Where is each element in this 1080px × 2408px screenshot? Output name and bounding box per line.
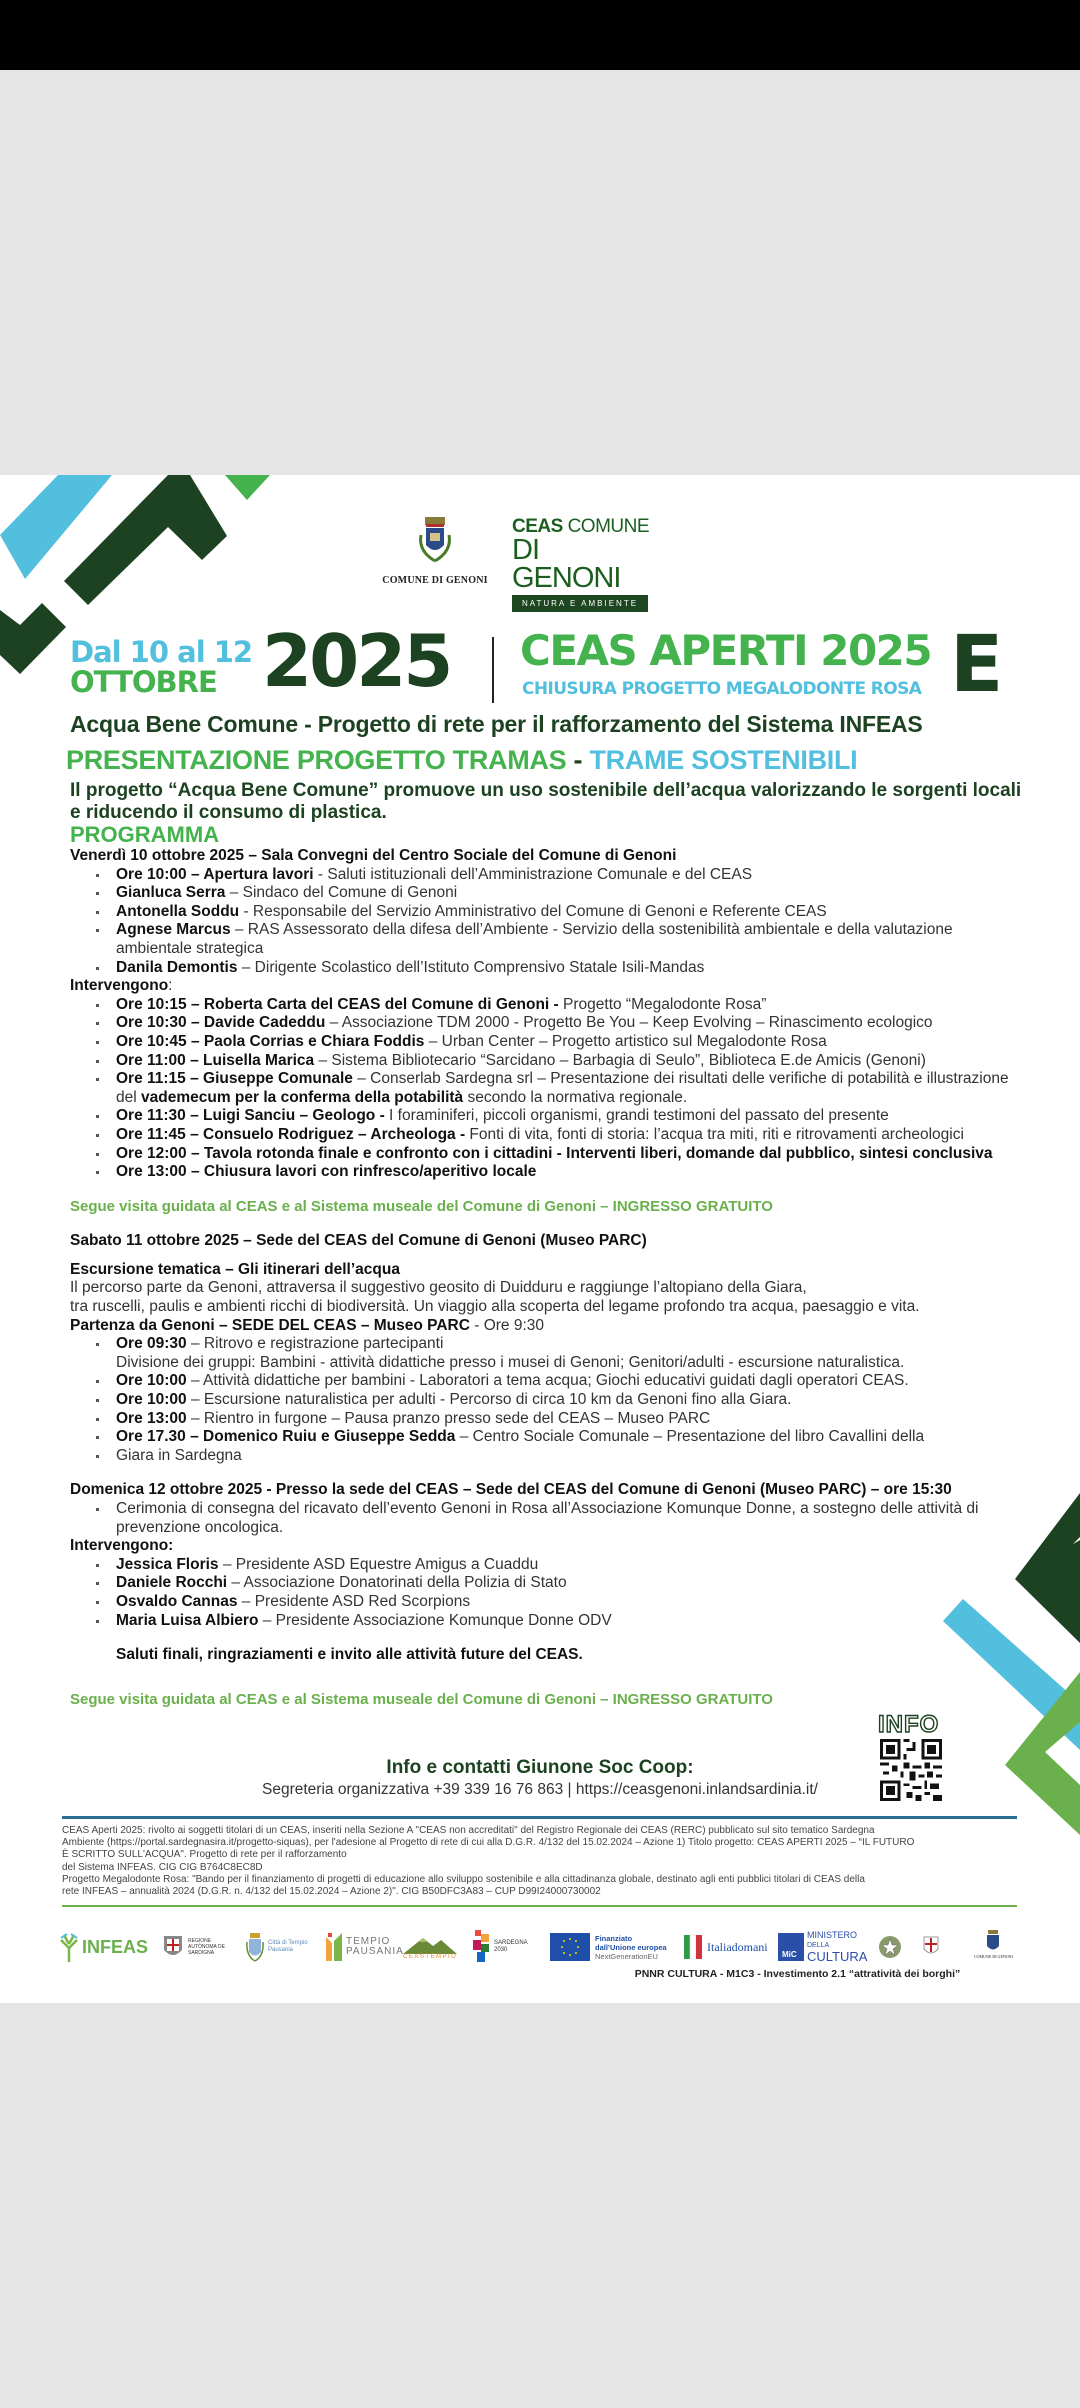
friday-guided-visit: Segue visita guidata al CEAS e al Sistema museale del Comune di Genoni – INGRESSO GRATUITO (70, 1197, 773, 1215)
item-bold: Osvaldo Cannas (116, 1592, 238, 1610)
status-bar (0, 0, 1080, 70)
list-item (116, 921, 1030, 958)
departure-line (70, 1317, 1030, 1336)
item-text: – Conserlab Sardegna srl – Presentazione dei risultati delle verifiche di potabilità e illustrazione del (116, 1070, 1009, 1106)
tempio-brand-1: TEMPIO (346, 1936, 391, 1947)
friday-interventions-label (70, 977, 1030, 996)
sardegna-map-icon (473, 1930, 491, 1964)
eu-nextgen-logo (550, 1930, 667, 1964)
excursion-line1: Il percorso parte da Genoni, attraversa il suggestivo geosito di Duidduru e raggiunge l’altopiano della Giara, (70, 1279, 807, 1297)
sponsor-logos (58, 1930, 1018, 1970)
item-bold: Ore 10:00 (116, 1391, 187, 1409)
item-text: – Dirigente Scolastico dell’Istituto Comprensivo Statale Isili-Mandas (237, 958, 705, 976)
italian-republic-emblem (878, 1930, 902, 1964)
ras-logo (162, 1930, 230, 1964)
dates-line1: Dal 10 al 12 (70, 635, 253, 669)
interventions-colon: : (168, 977, 173, 995)
item-extra: Divisione dei gruppi: Bambini - attività didattiche presso i musei di Genoni; Genitori/adulti - escursione naturalistica. (116, 1353, 905, 1371)
item-bold: Danila Demontis (116, 958, 238, 976)
item-bold: Ore 09:30 (116, 1335, 187, 1353)
list-item (116, 1556, 1030, 1575)
mic-text (807, 1931, 867, 1963)
pnnr-caption: PNNR CULTURA - M1C3 - Investimento 2.1 “attratività dei borghi” (634, 1968, 961, 1980)
item-text: - Responsabile del Servizio Amministrativo del Comune di Genoni e Referente CEAS (239, 902, 827, 920)
item-bold: Maria Luisa Albiero (116, 1611, 259, 1629)
item-text: – RAS Assessorato della difesa dell’Ambiente - Servizio della sostenibilità ambientale e della valutazione ambientale strategica (116, 921, 953, 957)
item-text: – Associazione Donatorinati della Polizia di Stato (227, 1574, 567, 1592)
ceas-logo-rest: COMUNE (562, 516, 650, 537)
item-bold: Ore 11:45 – Consuelo Rodriguez – Archeologa - (116, 1125, 466, 1143)
tempio-city-logo (246, 1930, 308, 1964)
excursion-line2: tra ruscelli, paulis e ambienti ricchi di biodiversità. Un viaggio alla scoperta del legame profondo tra acqua, paesaggio e vita. (70, 1298, 920, 1316)
friday-heading: Venerdì 10 ottobre 2025 – Sala Convegni del Centro Sociale del Comune di Genoni (70, 847, 677, 864)
item-text: – Ritrovo e registrazione partecipanti (186, 1335, 444, 1353)
infeas-logo (58, 1930, 148, 1964)
list-item (116, 1612, 1030, 1631)
item-text: - Saluti istituzionali dell’Amministrazione Comunale e del CEAS (313, 865, 753, 883)
mic-line2: DELLA (807, 1942, 830, 1949)
item-bold: Ore 12:00 – Tavola rotonda finale e confronto con i cittadini - Interventi liberi, domande dal pubblico, sintesi conclusiva (116, 1144, 993, 1162)
mic-line1: MINISTERO (807, 1930, 858, 1940)
list-item (116, 1126, 1030, 1145)
list-item (116, 1335, 1030, 1372)
event-poster (0, 475, 1080, 2003)
event-year: 2025 (262, 619, 451, 703)
item-bold: Ore 10:30 – Davide Cadeddu (116, 1014, 326, 1032)
interventions-label: Intervengono (70, 977, 169, 995)
list-item (116, 1033, 1030, 1052)
item-bold: Antonella Soddu (116, 902, 240, 920)
ceas-logo-line2: DI GENONI (512, 534, 621, 594)
list-item (116, 1107, 1030, 1126)
item-text: – Presidente Associazione Komunque Donne ODV (258, 1611, 612, 1629)
item-text: – Sindaco del Comune di Genoni (225, 884, 458, 902)
item-text: – Centro Sociale Comunale – Presentazione del libro Cavallini della (455, 1428, 925, 1446)
eu-line1: Finanziato (595, 1933, 633, 1943)
list-item (116, 1391, 1030, 1410)
coat-of-arms-icon (415, 515, 455, 569)
sardegna-2030-text: SARDEGNA 2030 (494, 1940, 528, 1953)
eu-flag-icon (550, 1933, 590, 1961)
item-bold-2: vademecum per la conferma della potabilità (141, 1088, 464, 1106)
deco-dark-chevron-left (0, 603, 66, 674)
mic-icon (778, 1933, 804, 1961)
item-bold: Ore 10:45 – Paola Corrias e Chiara Foddis (116, 1032, 425, 1050)
item-text: – Rientro in furgone – Pausa pranzo presso sede del CEAS – Museo PARC (186, 1409, 711, 1427)
departure-time: - Ore 9:30 (469, 1316, 545, 1334)
presentation-heading (66, 745, 857, 776)
list-item (116, 1410, 1030, 1429)
event-title: CEAS APERTI 2025 (520, 626, 932, 675)
info-title: Info e contatti Giunone Soc Coop: (386, 1757, 694, 1778)
list-item (116, 1372, 1030, 1391)
comune-small-crest-icon (984, 1930, 1002, 1954)
item-text: – Presidente ASD Equestre Amigus a Cuaddu (218, 1555, 539, 1573)
list-item (116, 1014, 1030, 1033)
item-bold: Agnese Marcus (116, 921, 231, 939)
item-bold: Ore 11:30 – Luigi Sanciu – Geologo - (116, 1107, 385, 1125)
tempio-brand-icon (326, 1933, 342, 1961)
fine-print-line: del Sistema INFEAS. CIG CIG B764C8EC8D (62, 1861, 263, 1873)
tempio-pausania-logo (326, 1930, 404, 1964)
deco-green-triangle-top (225, 475, 270, 500)
item-text: – Sistema Bibliotecario “Sarcidano – Barbagia di Seulo”, Biblioteca E.de Amicis (Genoni) (314, 1051, 926, 1069)
deco-dark-chevron-top (64, 475, 227, 605)
item-text: Fonti di vita, fonti di storia: l’acqua tra miti, riti e ritrovamenti archeologici (465, 1125, 964, 1143)
presentation-green: PRESENTAZIONE PROGETTO TRAMAS (66, 745, 567, 775)
tempio-brand-2: PAUSANIA (346, 1946, 404, 1957)
presentation-blue: TRAME SOSTENIBILI (589, 745, 858, 775)
list-item (116, 884, 1030, 903)
fine-print-line: rete INFEAS – annualità 2024 (D.G.R. n. 4/132 del 15.02.2024 – Azione 2)". CIG B50DFC3A83 – CUP D99I24000730002 (62, 1886, 601, 1898)
item-bold: Ore 10:00 (116, 1372, 187, 1390)
event-dates (70, 637, 252, 697)
item-bold: Ore 11:00 – Luisella Marica (116, 1051, 315, 1069)
tempio-city-text: Città di Tempio Pausania (268, 1940, 308, 1953)
fine-print-line: Ambiente (https://portal.sardegnasira.it/progetto-siquas), per l'adesione al Progetto di rete di cui alla D.G.R. 4/132 del 15.02.2024 – Azione 1) Titolo progetto: CEAS APERTI 2025 – “IL FUTURO (62, 1837, 915, 1849)
eu-line3: NextGenerationEU (595, 1951, 658, 1961)
item-text: I foraminiferi, piccoli organismi, grandi testimoni del passato del presente (384, 1107, 889, 1125)
item-bold: Gianluca Serra (116, 884, 226, 902)
program-body (70, 847, 1030, 1709)
friday-opening-list (70, 866, 1030, 978)
ceas-tempio-logo (403, 1930, 457, 1964)
deco-cyan-bar-top (0, 475, 112, 579)
item-bold: Ore 13:00 – Chiusura lavori con rinfresco/aperitivo locale (116, 1163, 537, 1181)
list-item (116, 1428, 1030, 1447)
list-item (116, 866, 1030, 885)
mic-line3: CULTURA (807, 1949, 868, 1964)
item-text: Giara in Sardegna (116, 1446, 242, 1464)
ras-small-logo (920, 1930, 942, 1964)
item-bold: Ore 17.30 – Domenico Ruiu e Giuseppe Sedda (116, 1428, 456, 1446)
infeas-text: INFEAS (82, 1936, 149, 1957)
excursion-title: Escursione tematica – Gli itinerari dell’acqua (70, 1260, 400, 1278)
comune-small-text: COMUNE DI GENONI (974, 1954, 1013, 1959)
sunday-interventions-label: Intervengono: (70, 1537, 174, 1555)
event-subtitle: CHIUSURA PROGETTO MEGALODONTE ROSA (522, 679, 922, 699)
friday-interventions-list (70, 996, 1030, 1182)
comune-logo-caption: COMUNE DI GENONI (382, 575, 488, 586)
item-text: – Escursione naturalistica per adulti - Percorso di circa 10 km da Genoni fino alla Giara. (186, 1391, 792, 1409)
divider-green (62, 1905, 1017, 1907)
ceas-tempio-text: CEASTEMPIO (403, 1954, 458, 1960)
item-bold: Ore 11:15 – Giuseppe Comunale (116, 1070, 353, 1088)
item-bold: Jessica Floris (116, 1555, 219, 1573)
programma-heading: PROGRAMMA (70, 822, 220, 847)
fine-print-line: Progetto Megalodonte Rosa: "Bando per il finanziamento di progetti di educazione allo sviluppo sostenibile e alla cittadinanza globale, destinato agli enti pubblici titolari di CEAS della (62, 1873, 865, 1885)
sunday-interventions-list (70, 1556, 1030, 1630)
tempio-crest-icon (246, 1932, 264, 1962)
presentation-sep: - (566, 745, 590, 775)
ras-text: REGIONE AUTÒNOMA DE SARDIGNA (188, 1938, 225, 1956)
comune-small-logo (974, 1930, 1013, 1964)
list-item (116, 1052, 1030, 1071)
eu-line2: dall’Unione europea (595, 1942, 667, 1952)
ceas-logo-bold: CEAS (512, 516, 563, 537)
fine-print (62, 1825, 1022, 1898)
contact-line[interactable]: Segreteria organizzativa +39 339 16 76 863 | https://ceasgenoni.inlandsardinia.it/ (262, 1781, 818, 1798)
eu-text (595, 1934, 667, 1961)
project-description: Il progetto “Acqua Bene Comune” promuove un uso sostenibile dell’acqua valorizzando le sorgenti locali e riducendo il consumo di plastica. (70, 780, 1022, 823)
ceas-logo-tagline: NATURA E AMBIENTE (512, 595, 648, 612)
departure-bold: Partenza da Genoni – SEDE DEL CEAS – Museo PARC (70, 1316, 470, 1334)
mic-abbr: MiC (782, 1950, 797, 1959)
dates-line2: OTTOBRE (70, 665, 217, 699)
sunday-heading: Domenica 12 ottobre 2025 - Presso la sede del CEAS – Sede del CEAS del Comune di Genoni (Museo PARC) – ore 15:30 (70, 1481, 952, 1499)
sardegna-2030-logo (473, 1930, 528, 1964)
sunday-closing: Saluti finali, ringraziamenti e invito alle attività future del CEAS. (116, 1646, 583, 1664)
ras-small-crest-icon (920, 1935, 942, 1959)
project-line: Acqua Bene Comune - Progetto di rete per il rafforzamento del Sistema INFEAS (70, 711, 923, 737)
item-text: – Attività didattiche per bambini - Laboratori a tema acqua; Giochi educativi guidati dagli operatori CEAS. (186, 1372, 909, 1390)
saturday-heading: Sabato 11 ottobre 2025 – Sede del CEAS del Comune di Genoni (Museo PARC) (70, 1232, 647, 1250)
item-bold: Ore 10:15 – Roberta Carta del CEAS del Comune di Genoni - (116, 995, 559, 1013)
list-item (116, 1145, 1030, 1164)
title-divider (492, 637, 494, 703)
italy-flag-icon (680, 1933, 704, 1961)
item-text: – Presidente ASD Red Scorpions (237, 1592, 471, 1610)
list-item (116, 996, 1030, 1015)
sunday-ceremony-list (70, 1500, 1030, 1537)
item-text: Progetto “Megalodonte Rosa” (558, 995, 767, 1013)
saturday-list (70, 1335, 1030, 1465)
sunday-guided-visit: Segue visita guidata al CEAS e al Sistema museale del Comune di Genoni – INGRESSO GRATUITO (70, 1690, 773, 1708)
italiadomani-logo (680, 1930, 768, 1964)
qr-info-label: INFO (878, 1711, 940, 1738)
item-text: – Urban Center – Progetto artistico sul Megalodonte Rosa (424, 1032, 827, 1050)
item-bold: Ore 13:00 (116, 1409, 187, 1427)
list-item (116, 1070, 1030, 1107)
list-item (116, 1574, 1030, 1593)
list-item (116, 1593, 1030, 1612)
fine-print-line: CEAS Aperti 2025: rivolto ai soggetti titolari di un CEAS, inseriti nella Sezione A "CEAS non accreditati" del Registro Regionale dei CEAS (RERC) pubblicato sul sito tematico Sardegna (62, 1825, 875, 1836)
item-text-2: secondo la normativa regionale. (463, 1088, 688, 1106)
item-text: – Associazione TDM 2000 - Progetto Be You – Keep Evolving – Rinascimento ecologico (325, 1014, 933, 1032)
comune-di-genoni-logo (380, 515, 490, 597)
list-item (116, 1163, 1030, 1182)
list-item (116, 1447, 1030, 1466)
list-item: Cerimonia di consegna del ricavato dell’evento Genoni in Rosa all’Associazione Komunque Donne, a sostegno delle attività di prevenzione oncologica. (116, 1500, 1030, 1537)
tempio-brand-text (346, 1937, 404, 1957)
republic-emblem-icon (878, 1934, 902, 1960)
mountain-icon (403, 1934, 457, 1954)
item-bold: Ore 10:00 – Apertura lavori (116, 865, 314, 883)
fine-print-line: È SCRITTO SULL'ACQUA". Progetto di rete per il rafforzamento (62, 1849, 347, 1861)
italiadomani-text: Italiadomani (707, 1939, 768, 1954)
big-letter-e: E (950, 620, 1004, 710)
list-item (116, 959, 1030, 978)
ministero-cultura-logo (778, 1930, 867, 1964)
ceas-genoni-logo (512, 517, 652, 612)
list-item (116, 903, 1030, 922)
ras-crest-icon (162, 1934, 184, 1960)
tree-icon (58, 1932, 80, 1962)
divider-blue (62, 1816, 1017, 1819)
item-bold: Daniele Rocchi (116, 1574, 228, 1592)
